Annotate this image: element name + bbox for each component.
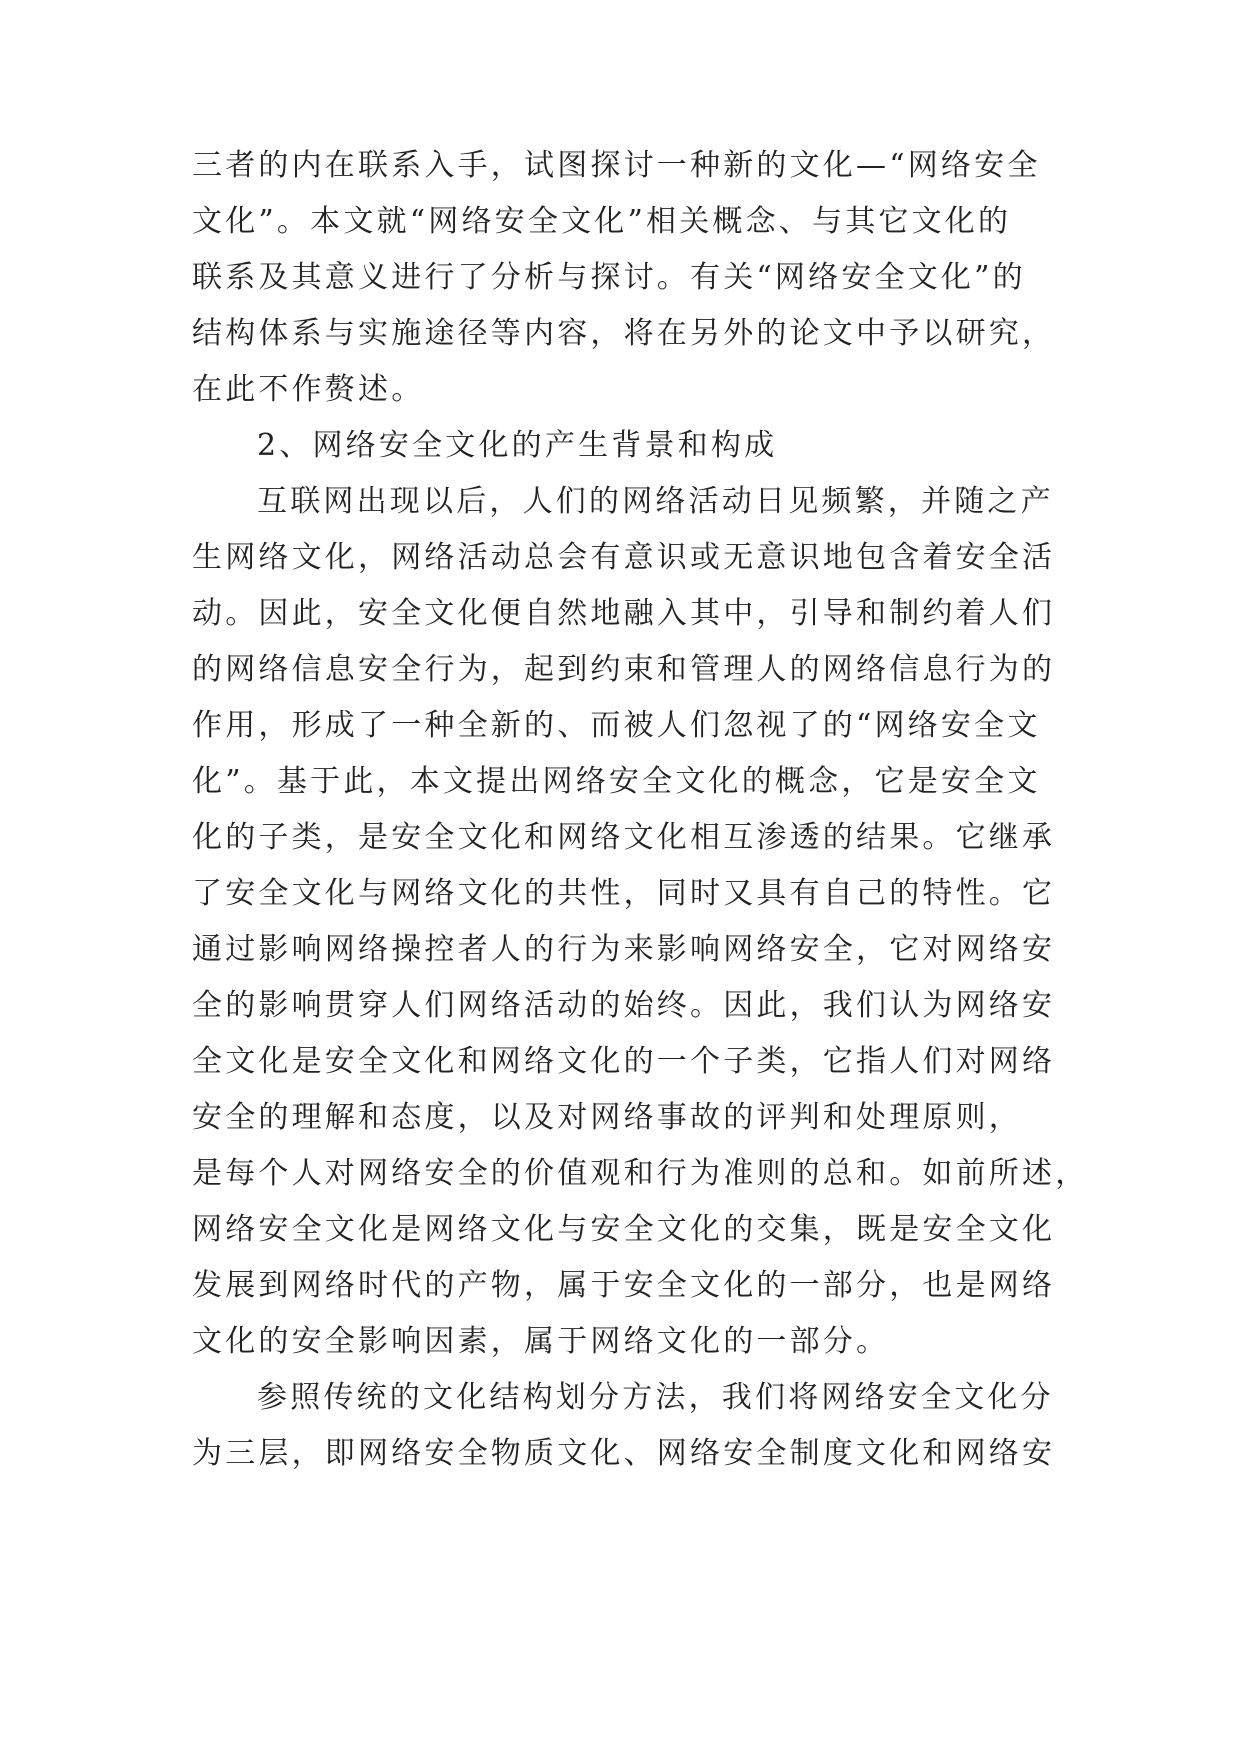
text-line: 安全的理解和态度，以及对网络事故的评判和处理原则， — [192, 1100, 1022, 1135]
text-line: 全文化是安全文化和网络文化的一个子类，它指人们对网络 — [192, 1044, 1056, 1079]
text-line: 作用，形成了一种全新的、而被人们忽视了的“网络安全文 — [192, 708, 1041, 743]
text-line: 发展到网络时代的产物，属于安全文化的一部分，也是网络 — [192, 1268, 1056, 1303]
text-line: 三者的内在联系入手，试图探讨一种新的文化—“网络安全 — [192, 148, 1041, 183]
text-line: 联系及其意义进行了分析与探讨。有关“网络安全文化”的 — [192, 260, 1026, 295]
text-line: 的网络信息安全行为，起到约束和管理人的网络信息行为的 — [192, 652, 1056, 687]
text-line: 生网络文化，网络活动总会有意识或无意识地包含着安全活 — [192, 540, 1056, 575]
section-heading: 2、网络安全文化的产生背景和构成 — [257, 428, 778, 463]
text-line: 文化”。本文就“网络安全文化”相关概念、与其它文化的 — [192, 204, 1012, 239]
text-line: 动。因此，安全文化便自然地融入其中，引导和制约着人们 — [192, 596, 1056, 631]
text-line: 了安全文化与网络文化的共性，同时又具有自己的特性。它 — [192, 876, 1056, 911]
text-line: 在此不作赘述。 — [192, 372, 425, 407]
text-line: 网络安全文化是网络文化与安全文化的交集，既是安全文化 — [192, 1212, 1056, 1247]
text-line: 全的影响贯穿人们网络活动的始终。因此，我们认为网络安 — [192, 988, 1056, 1023]
text-line: 参照传统的文化结构划分方法，我们将网络安全文化分 — [257, 1380, 1054, 1415]
text-line: 为三层，即网络安全物质文化、网络安全制度文化和网络安 — [192, 1436, 1056, 1471]
text-line: 通过影响网络操控者人的行为来影响网络安全，它对网络安 — [192, 932, 1056, 967]
text-line: 文化的安全影响因素，属于网络文化的一部分。 — [192, 1324, 890, 1359]
text-line: 互联网出现以后，人们的网络活动日见频繁，并随之产 — [257, 484, 1054, 519]
text-line: 是每个人对网络安全的价值观和行为准则的总和。如前所述， — [192, 1156, 1089, 1191]
text-line: 化”。基于此，本文提出网络安全文化的概念，它是安全文 — [192, 764, 1041, 799]
text-line: 结构体系与实施途径等内容，将在另外的论文中予以研究， — [192, 316, 1056, 351]
text-line: 化的子类，是安全文化和网络文化相互渗透的结果。它继承 — [192, 820, 1056, 855]
